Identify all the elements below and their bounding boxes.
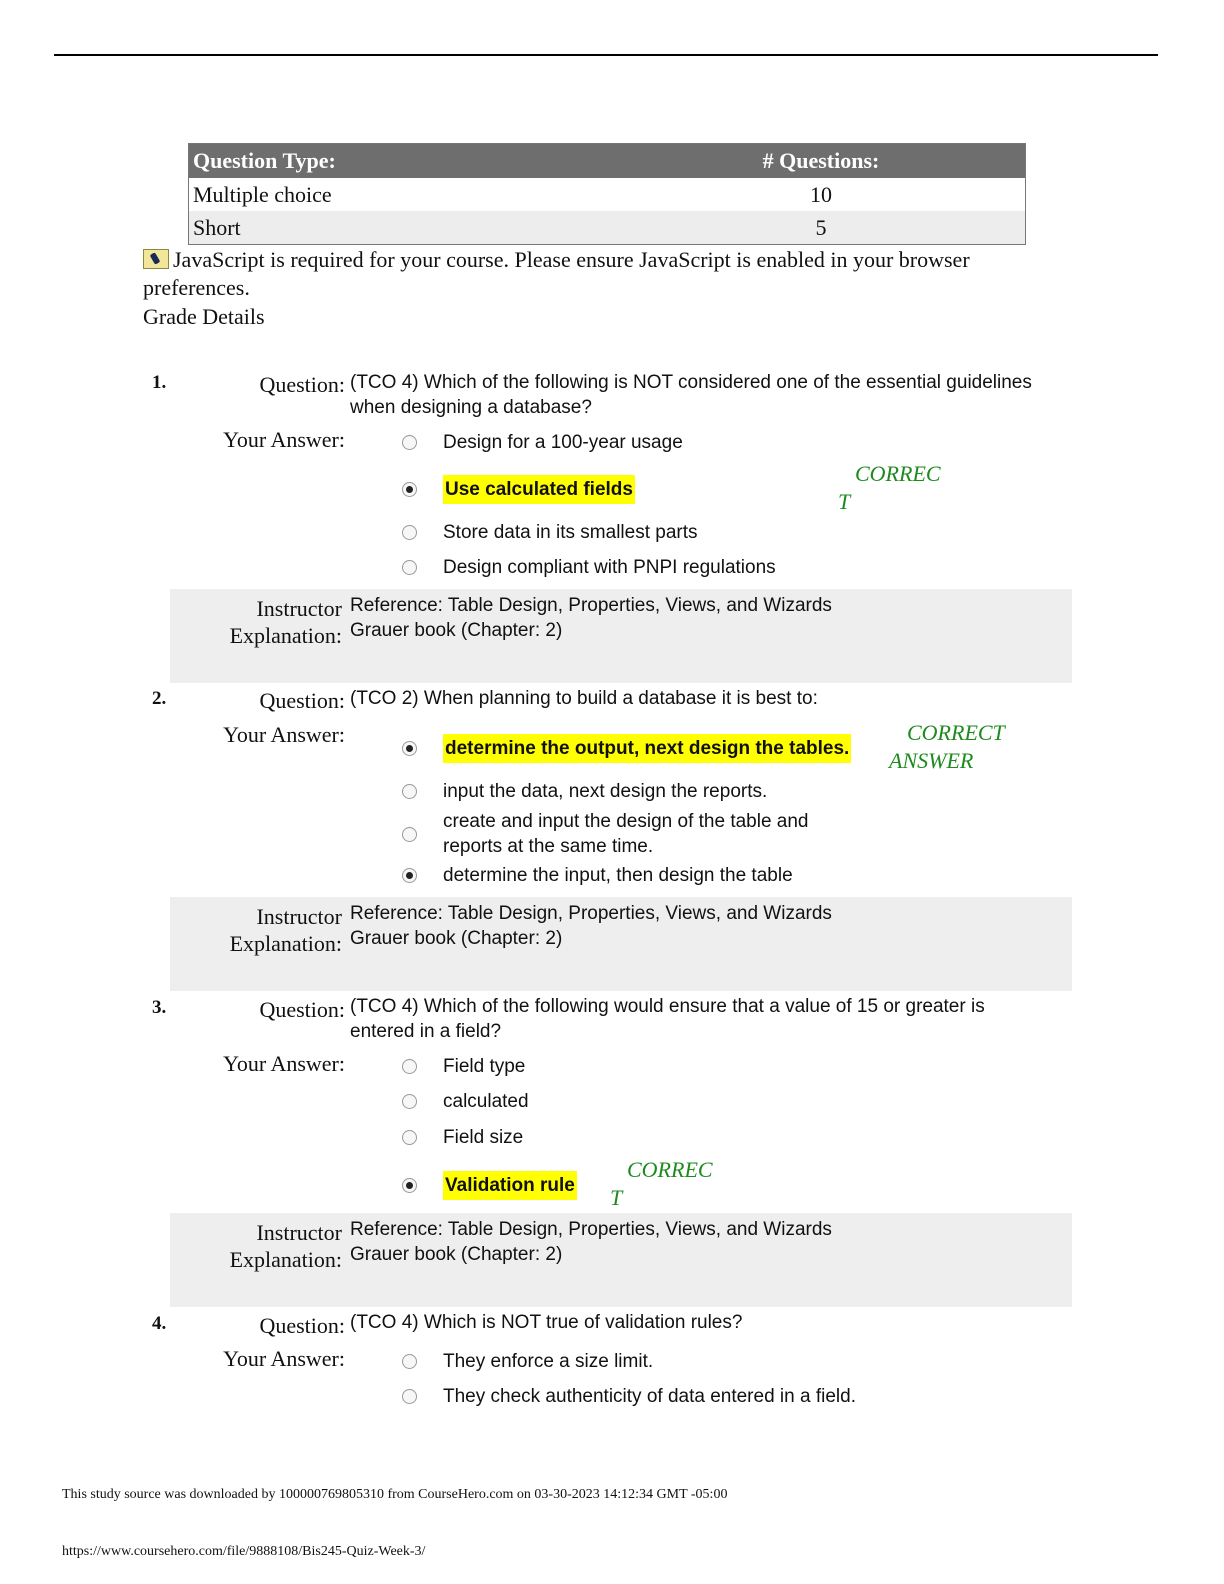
row-type: Multiple choice: [193, 181, 332, 207]
instructor-explanation: [170, 589, 1072, 683]
radio-unselected-icon[interactable]: [402, 435, 417, 450]
question-label: Question:: [259, 1313, 345, 1338]
answer-option[interactable]: They check authenticity of data entered in a field.: [402, 1384, 856, 1409]
your-answer-label: Your Answer:: [223, 427, 345, 452]
radio-unselected-icon[interactable]: [402, 1389, 417, 1404]
your-answer-label: Your Answer:: [223, 1346, 345, 1371]
radio-selected-icon[interactable]: [402, 1178, 417, 1193]
radio-unselected-icon[interactable]: [402, 1354, 417, 1369]
answer-option[interactable]: calculated: [402, 1089, 529, 1114]
radio-unselected-icon[interactable]: [402, 1059, 417, 1074]
row-count: 10: [810, 181, 832, 207]
correct-annotation: T: [610, 1185, 623, 1210]
your-answer-label: Your Answer:: [223, 1051, 345, 1076]
radio-unselected-icon[interactable]: [402, 560, 417, 575]
download-note: This study source was downloaded by 100000769805310 from CourseHero.com on 03-30-2023 14:12:34 GMT -05:00: [62, 1487, 728, 1502]
radio-unselected-icon[interactable]: [402, 1130, 417, 1145]
answer-option[interactable]: Field size: [402, 1125, 523, 1150]
answer-option[interactable]: They enforce a size limit.: [402, 1349, 653, 1374]
header-question-type: Question Type:: [193, 148, 336, 173]
radio-unselected-icon[interactable]: [402, 1094, 417, 1109]
question-number: 4.: [152, 1313, 167, 1334]
instructor-explanation: [170, 1213, 1072, 1307]
radio-selected-icon[interactable]: [402, 741, 417, 756]
explanation-label: Instructor Explanation:: [229, 596, 342, 648]
explanation-label: Instructor Explanation:: [229, 1220, 342, 1272]
table-header: [189, 144, 1025, 178]
answer-option[interactable]: input the data, next design the reports.: [402, 779, 767, 804]
question-text: (TCO 2) When planning to build a database it is best to:: [350, 688, 818, 709]
radio-selected-icon[interactable]: [402, 482, 417, 497]
question-number: 3.: [152, 997, 167, 1018]
top-rule: [54, 54, 1158, 56]
notice-text: JavaScript is required for your course. Please ensure JavaScript is enabled in your browser preferences.: [143, 247, 970, 300]
question-text: (TCO 4) Which of the following would ensure that a value of 15 or greater is entered in a field?: [350, 996, 985, 1042]
explanation-text: Reference: Table Design, Properties, Views, and Wizards Grauer book (Chapter: 2): [350, 595, 832, 641]
answer-option-selected[interactable]: determine the output, next design the tables.: [402, 734, 851, 763]
radio-selected-icon[interactable]: [402, 868, 417, 883]
radio-unselected-icon[interactable]: [402, 784, 417, 799]
explanation-text: Reference: Table Design, Properties, Views, and Wizards Grauer book (Chapter: 2): [350, 1219, 832, 1265]
correct-annotation: CORREC: [627, 1157, 713, 1182]
table-row: [189, 178, 1025, 211]
question-label: Question:: [259, 688, 345, 713]
table-row: [189, 211, 1025, 244]
grade-details-link[interactable]: Grade Details: [143, 304, 265, 329]
explanation-label: Instructor Explanation:: [229, 904, 342, 956]
answer-option[interactable]: Field type: [402, 1054, 525, 1079]
answer-option[interactable]: Design compliant with PNPI regulations: [402, 555, 776, 580]
question-text: (TCO 4) Which is NOT true of validation rules?: [350, 1312, 743, 1333]
row-count: 5: [815, 214, 827, 240]
radio-unselected-icon[interactable]: [402, 525, 417, 540]
answer-option[interactable]: Design for a 100-year usage: [402, 430, 683, 455]
answer-option-selected[interactable]: Use calculated fields: [402, 475, 635, 504]
correct-annotation: CORRECT: [907, 720, 1005, 745]
answer-option-selected[interactable]: determine the input, then design the table: [402, 863, 793, 888]
question-number: 2.: [152, 688, 167, 709]
radio-unselected-icon[interactable]: [402, 827, 417, 842]
question-text: (TCO 4) Which of the following is NOT considered one of the essential guidelines when designing a database?: [350, 372, 1032, 418]
header-question-count: # Questions:: [762, 148, 880, 173]
correct-annotation: CORREC: [855, 461, 941, 486]
your-answer-label: Your Answer:: [223, 722, 345, 747]
answer-option-selected[interactable]: Validation rule: [402, 1171, 577, 1200]
source-url[interactable]: https://www.coursehero.com/file/9888108/Bis245-Quiz-Week-3/: [62, 1544, 426, 1559]
explanation-text: Reference: Table Design, Properties, Views, and Wizards Grauer book (Chapter: 2): [350, 903, 832, 949]
javascript-notice: [143, 246, 1073, 302]
javascript-warning-icon: [143, 249, 169, 269]
question-type-table: [188, 143, 1026, 245]
question-label: Question:: [259, 372, 345, 397]
question-label: Question:: [259, 997, 345, 1022]
correct-annotation: T: [838, 489, 851, 514]
question-number: 1.: [152, 372, 167, 393]
instructor-explanation: [170, 897, 1072, 991]
answer-option[interactable]: Store data in its smallest parts: [402, 520, 698, 545]
row-type: Short: [193, 214, 241, 240]
answer-option[interactable]: create and input the design of the table and reports at the same time.: [402, 809, 842, 859]
correct-annotation: ANSWER: [889, 748, 974, 773]
